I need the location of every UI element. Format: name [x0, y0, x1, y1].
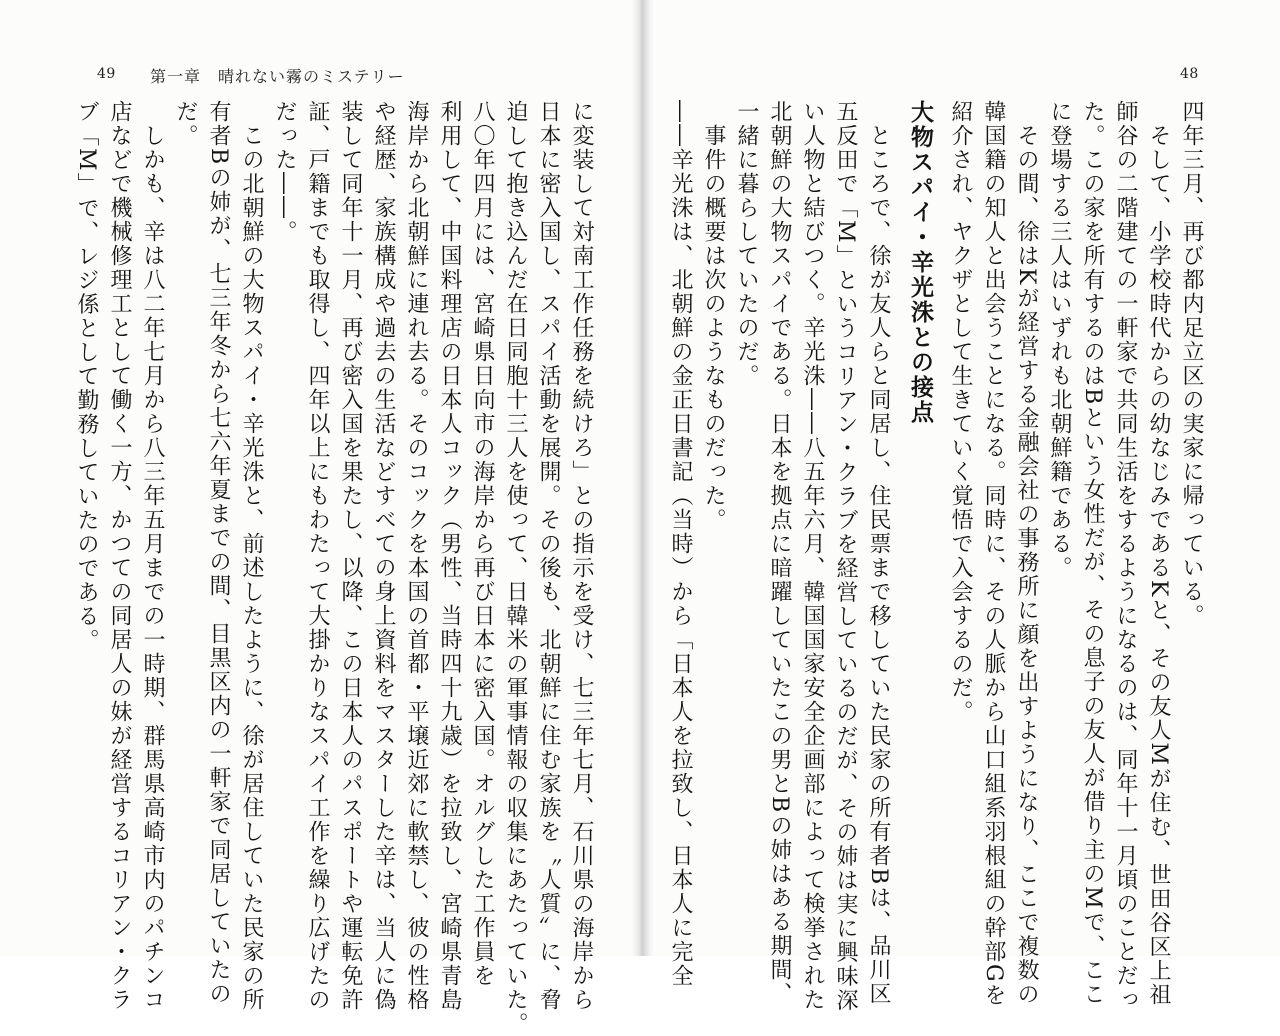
text-line: 紹介され、ヤクザとして生きていく覚悟で入会するのだ。 [948, 100, 973, 724]
left-body-text [74, 100, 598, 1036]
text-line: 八〇年四月には、宮崎県日向市の海岸から再び日本に密入国。オルグした工作員を [470, 100, 495, 988]
text-line: に登場する三人はいずれも北朝鮮籍である。 [1047, 100, 1072, 580]
text-line: に変装して対南工作任務を続けろ」との指示を受け、七三年七月、石川県の海岸から [569, 100, 594, 1012]
text-line: この北朝鮮の大物スパイ・辛光洙と、前述したように、徐が居住していた民家の所 [239, 100, 264, 1012]
text-line: 迫して抱き込んだ在日同胞十三人を使って、日韓米の軍事情報の収集にあたっていた。 [503, 100, 528, 1036]
book-gutter [632, 0, 654, 956]
text-line: 証、戸籍までも取得し、四年以上にもわたって大掛かりなスパイ工作を繰り広げたの [305, 100, 330, 1012]
page-number-left: 49 [97, 66, 116, 82]
text-line: 韓国籍の知人と出会うことになる。同時に、その人脈から山口組系羽根組の幹部Gを [981, 100, 1006, 1008]
right-body-text [668, 100, 1208, 1013]
text-line: だった――。 [272, 100, 297, 244]
text-line: その間、徐はKが経営する金融会社の事務所に顔を出すようになり、ここで複数の [1014, 100, 1039, 1007]
text-line: 一緒に暮らしていたのだ。 [734, 100, 759, 388]
text-line: 五反田で「M」というコリアン・クラブを経営しているのだが、その姉は実に興味深 [833, 100, 858, 1013]
text-line: 海岸から北朝鮮に連れ去る。そのコックを本国の首都・平壌近郊に軟禁し、彼の性格 [404, 100, 429, 1012]
text-line: ところで、徐が友人らと同居し、住民票まで移していた民家の所有者Bは、品川区 [866, 100, 891, 1007]
text-line: ブ「M」で、レジ係として勤務していたのである。 [74, 100, 99, 653]
text-line: 事件の概要は次のようなものだった。 [701, 100, 726, 532]
text-line: 装して同年十一月、再び密入国を果たし、以降、この日本人のパスポートや運転免許 [338, 100, 363, 1012]
text-line: 店などで機械修理工として働く一方、かつての同居人の妹が経営するコリアン・クラ [107, 100, 132, 1012]
text-line: い人物と結びつく。辛光洙――八五年六月、韓国国家安全企画部によって検挙された [800, 100, 825, 1012]
text-line: 師谷の二階建ての一軒家で共同生活をするようになるのは、同年十一月頃のことだっ [1113, 100, 1138, 1012]
page-number-right: 48 [1180, 66, 1199, 82]
running-head: 第一章 晴れない霧のミステリー [150, 67, 405, 86]
text-line: 利用して、中国料理店の日本人コック（男性、当時四十九歳）を拉致し、宮崎県青島 [437, 100, 462, 1012]
text-line: しかも、辛は八二年七月から八三年五月までの一時期、群馬県高崎市内のパチンコ [140, 100, 165, 1012]
section-heading: 大物スパイ・辛光洙との接点 [907, 100, 933, 425]
text-line: 日本に密入国し、スパイ活動を展開。その後も、北朝鮮に住む家族を〝人質〟に、脅 [536, 100, 561, 1012]
text-line: 四年三月、再び都内足立区の実家に帰っている。 [1179, 100, 1204, 628]
text-line: そして、小学校時代からの幼なじみであるKと、その友人Mが住む、世田谷区上祖 [1146, 100, 1171, 1007]
text-line: 北朝鮮の大物スパイである。日本を拠点に暗躍していたこの男とBの姉はある期間、 [767, 100, 792, 1007]
text-line: た。この家を所有するのはBという女性だが、その息子の友人が借り主のMで、ここ [1080, 100, 1105, 1007]
text-line: だ。 [173, 100, 198, 148]
text-line: や経歴、家族構成や過去の生活などすべての身上資料をマスターした辛は、当人に偽 [371, 100, 396, 1012]
text-line: 有者Bの姉が、七三年冬から七六年夏までの間、目黒区内の一軒家で同居していたの [206, 100, 231, 1007]
text-line: ――辛光洙は、北朝鮮の金正日書記（当時）から「日本人を拉致し、日本人に完全 [668, 100, 693, 988]
